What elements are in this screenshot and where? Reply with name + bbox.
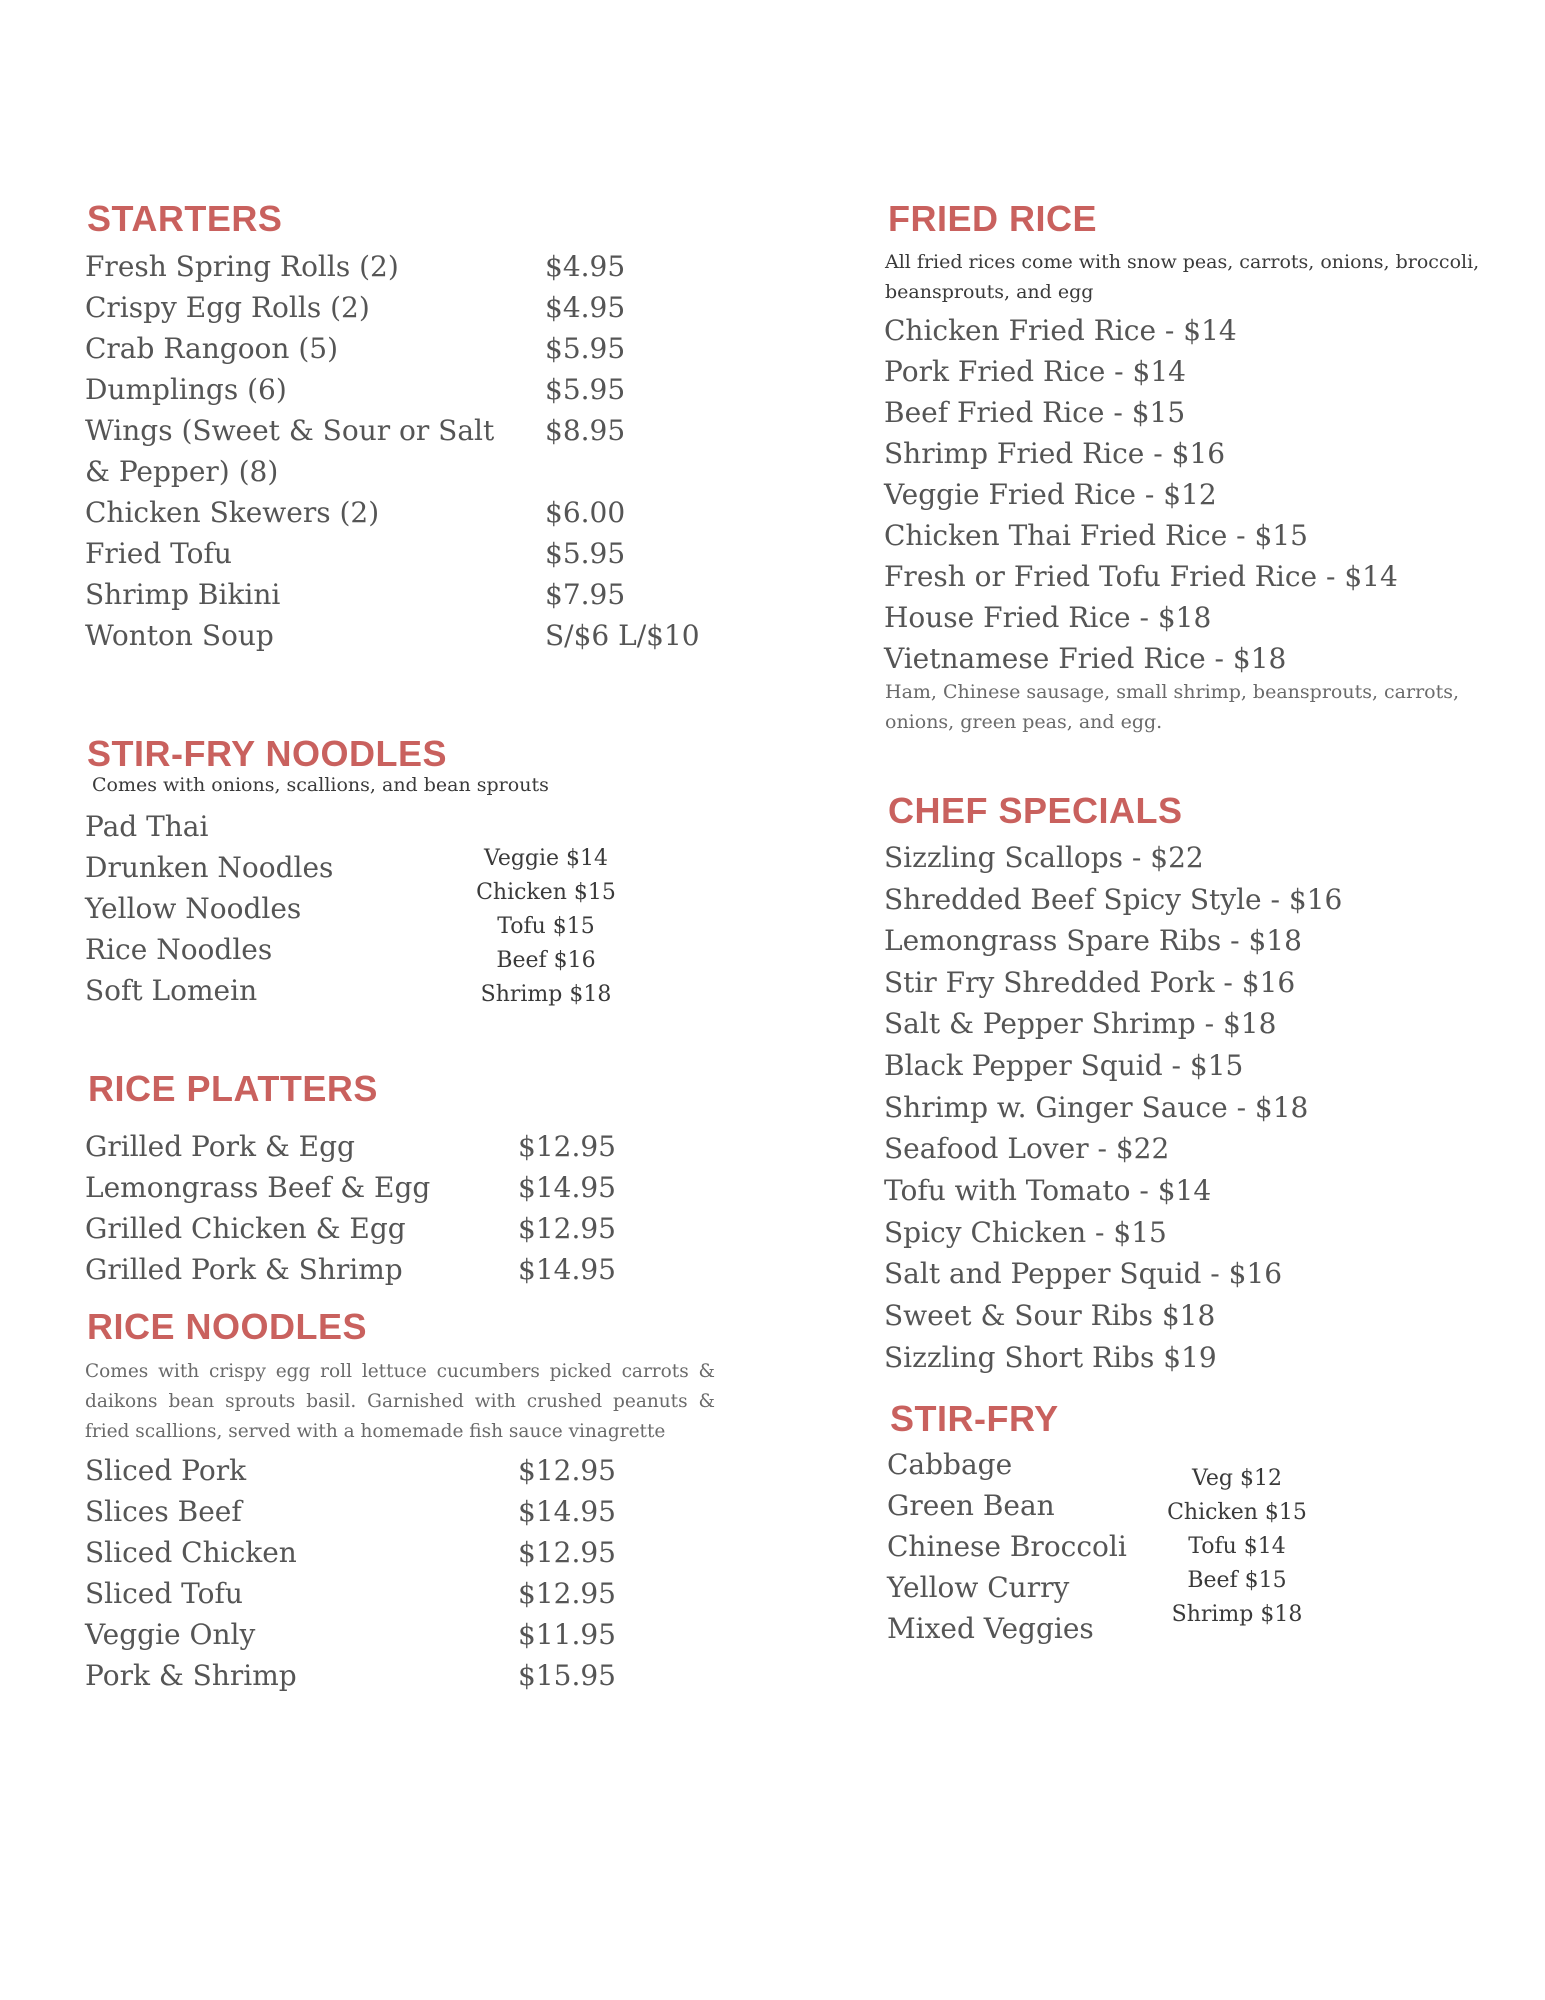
item-description <box>885 677 1505 737</box>
menu-item: Cabbage <box>887 1448 1013 1481</box>
menu-price: $14.95 <box>518 1495 616 1528</box>
menu-price: $14.95 <box>518 1171 616 1204</box>
menu-price: $12.95 <box>518 1212 616 1245</box>
protein-price: Veggie $14 <box>483 846 609 871</box>
starters-title: STARTERS <box>87 198 283 239</box>
menu-item: Grilled Chicken & Egg <box>85 1212 406 1245</box>
protein-price: Shrimp $18 <box>480 982 612 1007</box>
menu-item: Fried Tofu <box>85 537 232 570</box>
menu-item: Sliced Pork <box>85 1454 247 1487</box>
menu-item: Grilled Pork & Egg <box>85 1130 355 1163</box>
menu-price: $11.95 <box>518 1618 616 1651</box>
menu-price: $12.95 <box>518 1536 616 1569</box>
menu-price: $4.95 <box>545 250 626 283</box>
chef-specials-title: CHEF SPECIALS <box>888 790 1183 831</box>
menu-item: Crispy Egg Rolls (2) <box>85 291 370 324</box>
menu-price: $4.95 <box>545 291 626 324</box>
menu-item: Pork Fried Rice - $14 <box>884 355 1186 388</box>
menu-item: Black Pepper Squid - $15 <box>884 1049 1244 1082</box>
menu-item: Yellow Curry <box>887 1571 1070 1604</box>
stirfry-noodles-title: STIR-FRY NOODLES <box>87 733 448 774</box>
note-line: onions, green peas, and egg. <box>885 711 1163 733</box>
protein-price: Shrimp $18 <box>1171 1602 1303 1627</box>
menu-item: Sliced Chicken <box>85 1536 297 1569</box>
menu-item: Shredded Beef Spicy Style - $16 <box>884 883 1343 916</box>
protein-price: Beef $15 <box>1187 1568 1287 1593</box>
menu-item: Slices Beef <box>85 1495 242 1528</box>
menu-item: Spicy Chicken - $15 <box>884 1216 1167 1249</box>
menu-price: $5.95 <box>545 537 626 570</box>
protein-price: Chicken $15 <box>476 880 616 905</box>
menu-item: Stir Fry Shredded Pork - $16 <box>884 966 1296 999</box>
menu-item: Sizzling Short Ribs $19 <box>884 1341 1217 1374</box>
menu-price: $12.95 <box>518 1454 616 1487</box>
stir-fry-title: STIR-FRY <box>890 1398 1059 1439</box>
protein-price: Tofu $14 <box>1188 1534 1286 1559</box>
menu-item: Rice Noodles <box>85 933 273 966</box>
menu-item: Shrimp Bikini <box>85 578 281 611</box>
rice-noodles-title: RICE NOODLES <box>87 1306 368 1347</box>
protein-price: Beef $16 <box>496 948 596 973</box>
menu-price: $14.95 <box>518 1253 616 1286</box>
menu-item: Beef Fried Rice - $15 <box>884 396 1186 429</box>
menu-item: Shrimp Fried Rice - $16 <box>884 437 1226 470</box>
menu-item: Crab Rangoon (5) <box>85 332 339 365</box>
protein-price: Chicken $15 <box>1167 1500 1307 1525</box>
menu-item: Fresh or Fried Tofu Fried Rice - $14 <box>884 560 1398 593</box>
menu-price: $5.95 <box>545 332 626 365</box>
menu-item: Green Bean <box>887 1489 1055 1522</box>
menu-item: Salt and Pepper Squid - $16 <box>884 1257 1283 1290</box>
menu-item: Chicken Thai Fried Rice - $15 <box>884 519 1308 552</box>
section-note <box>85 1357 715 1447</box>
menu-item-continued: & Pepper) (8) <box>85 455 279 488</box>
menu-item: House Fried Rice - $18 <box>884 601 1212 634</box>
menu-item: Yellow Noodles <box>85 892 302 925</box>
menu-price: $6.00 <box>545 496 626 529</box>
menu-item: Veggie Only <box>85 1618 256 1651</box>
menu-item: Chinese Broccoli <box>887 1530 1127 1563</box>
menu-item: Sizzling Scallops - $22 <box>884 841 1204 874</box>
menu-item: Tofu with Tomato - $14 <box>884 1174 1212 1207</box>
menu-item: Wings (Sweet & Sour or Salt <box>85 414 495 447</box>
menu-item: Pad Thai <box>85 810 209 843</box>
note-line: daikons bean sprouts basil. Garnished with crushed peanuts & <box>85 1391 715 1412</box>
note-line: Ham, Chinese sausage, small shrimp, beansprouts, carrots, <box>885 681 1460 703</box>
section-note: Comes with onions, scallions, and bean sprouts <box>92 774 549 796</box>
menu-item: Fresh Spring Rolls (2) <box>85 250 399 283</box>
rice-platters-title: RICE PLATTERS <box>88 1068 378 1109</box>
menu-item: Lemongrass Beef & Egg <box>85 1171 431 1204</box>
menu-item: Wonton Soup <box>85 619 274 652</box>
menu-item: Sliced Tofu <box>85 1577 243 1610</box>
menu-price: S/$6 L/$10 <box>545 619 700 652</box>
menu-item: Soft Lomein <box>85 974 258 1007</box>
note-line: fried scallions, served with a homemade fish sauce vinagrette <box>85 1421 666 1442</box>
protein-price: Tofu $15 <box>497 914 595 939</box>
menu-price: $8.95 <box>545 414 626 447</box>
note-line: Comes with crispy egg roll lettuce cucumbers picked carrots & <box>85 1361 715 1382</box>
section-note <box>885 247 1505 307</box>
menu-price: $12.95 <box>518 1577 616 1610</box>
note-line: All fried rices come with snow peas, carrots, onions, broccoli, <box>885 251 1480 273</box>
fried-rice-title: FRIED RICE <box>888 198 1098 239</box>
menu-item: Lemongrass Spare Ribs - $18 <box>884 924 1302 957</box>
menu-item: Veggie Fried Rice - $12 <box>884 478 1217 511</box>
menu-item: Sweet & Sour Ribs $18 <box>884 1299 1216 1332</box>
menu-item: Grilled Pork & Shrimp <box>85 1253 403 1286</box>
menu-item: Pork & Shrimp <box>85 1659 297 1692</box>
menu-item: Dumplings (6) <box>85 373 287 406</box>
protein-price: Veg $12 <box>1192 1466 1282 1491</box>
menu-item: Salt & Pepper Shrimp - $18 <box>884 1007 1277 1040</box>
menu-item: Mixed Veggies <box>887 1612 1094 1645</box>
menu-price: $5.95 <box>545 373 626 406</box>
menu-item: Chicken Skewers (2) <box>85 496 380 529</box>
menu-item: Chicken Fried Rice - $14 <box>884 314 1237 347</box>
note-line: beansprouts, and egg <box>885 281 1094 303</box>
menu-price: $12.95 <box>518 1130 616 1163</box>
menu-item: Seafood Lover - $22 <box>884 1132 1170 1165</box>
menu-price: $15.95 <box>518 1659 616 1692</box>
menu-item: Shrimp w. Ginger Sauce - $18 <box>884 1091 1309 1124</box>
menu-item: Drunken Noodles <box>85 851 334 884</box>
menu-price: $7.95 <box>545 578 626 611</box>
menu-item: Vietnamese Fried Rice - $18 <box>884 642 1287 675</box>
